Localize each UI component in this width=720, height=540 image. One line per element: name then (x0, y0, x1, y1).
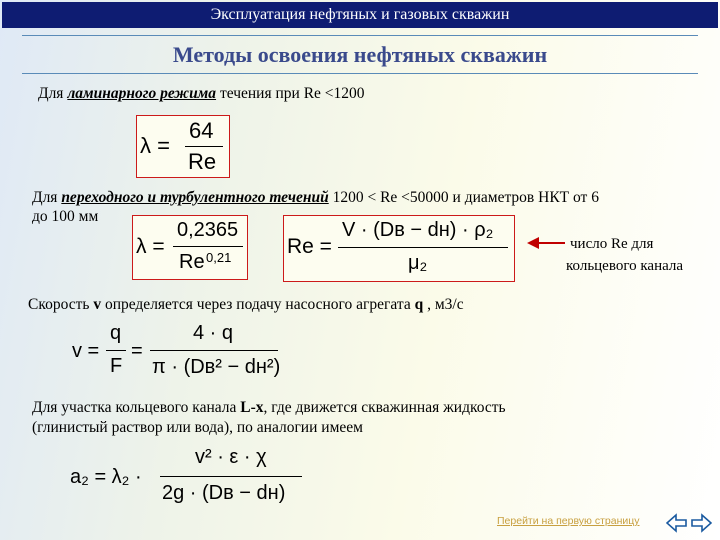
annotation-arrow-line (537, 242, 565, 244)
formula-lhs: λ = (140, 133, 170, 158)
fraction-bar (185, 146, 223, 147)
formula-numerator-2: 4 · q (193, 322, 234, 344)
formula-exponent: 0,21 (206, 250, 232, 265)
formula-lhs: v = (72, 340, 100, 362)
formula-numerator: 64 (189, 118, 214, 143)
annulus-segment: L-x (240, 399, 264, 416)
velocity-text (28, 295, 464, 315)
formula-numerator: v² · ε · χ (195, 446, 267, 468)
fraction-bar (160, 476, 302, 477)
arrow-left-icon[interactable] (666, 513, 688, 533)
formula-equals: = (131, 340, 143, 362)
formula-lhs: λ = (136, 235, 165, 258)
arrow-right-icon[interactable] (690, 513, 712, 533)
turbulent-emphasis: переходного и турбулентного течений (61, 189, 329, 206)
arrow-left-icon (527, 237, 539, 249)
formula-numerator: V · (Dв − dн) · ρ₂ (342, 219, 494, 241)
formula-lhs: a₂ = λ₂ · (70, 466, 142, 488)
annulus-text (32, 398, 506, 418)
formula-denominator: μ₂ (408, 252, 428, 274)
velocity-middle: определяется через подачу насосного агрегата (101, 296, 415, 313)
formula-denominator: Re (188, 149, 217, 174)
first-page-link[interactable]: Перейти на первую страницу (497, 515, 640, 527)
turbulent-text-line2: до 100 мм (32, 208, 99, 225)
divider-bottom (22, 73, 698, 74)
formula-lhs: Re = (287, 235, 332, 258)
formula-denominator: Re (179, 251, 205, 273)
velocity-symbol: v (93, 296, 102, 313)
fraction-bar (150, 350, 278, 351)
slide-title: Методы освоения нефтяных скважин (172, 42, 548, 67)
fraction-bar (106, 350, 126, 351)
formula-reynolds (283, 215, 515, 282)
velocity-prefix: Скорость (28, 296, 94, 313)
formula-denominator: 2g · (Dв − dн) (162, 482, 286, 504)
formula-denominator-2: π · (Dв² − dн²) (152, 356, 281, 378)
formula-numerator: 0,2365 (177, 219, 239, 241)
annulus-prefix: Для участка кольцевого канала (32, 399, 241, 416)
course-header: Эксплуатация нефтяных и газовых скважин (2, 2, 718, 28)
fraction-bar (173, 246, 243, 247)
annulus-text-line2: (глинистый раствор или вода), по аналогии имеем (32, 419, 363, 436)
annotation-line1: число Re для (570, 236, 654, 252)
laminar-text (38, 84, 365, 104)
laminar-suffix: течения при Re <1200 (216, 85, 365, 102)
laminar-emphasis: ламинарного режима (67, 85, 217, 102)
laminar-prefix: Для (38, 85, 68, 102)
formula-laminar (136, 115, 230, 178)
flow-symbol: q (414, 296, 424, 313)
formula-denominator: F (110, 355, 123, 377)
velocity-suffix: , м3/с (423, 296, 464, 313)
formula-numerator: q (110, 322, 122, 344)
divider-top (22, 35, 698, 36)
turbulent-prefix: Для (32, 189, 62, 206)
turbulent-suffix: 1200 < Re <50000 и диаметров НКТ от 6 (328, 189, 599, 206)
annotation-line2: кольцевого канала (566, 258, 684, 274)
formula-turbulent (132, 215, 248, 280)
fraction-bar (338, 247, 508, 248)
annulus-suffix: , где движется скважинная жидкость (263, 399, 506, 416)
turbulent-text (32, 188, 599, 208)
